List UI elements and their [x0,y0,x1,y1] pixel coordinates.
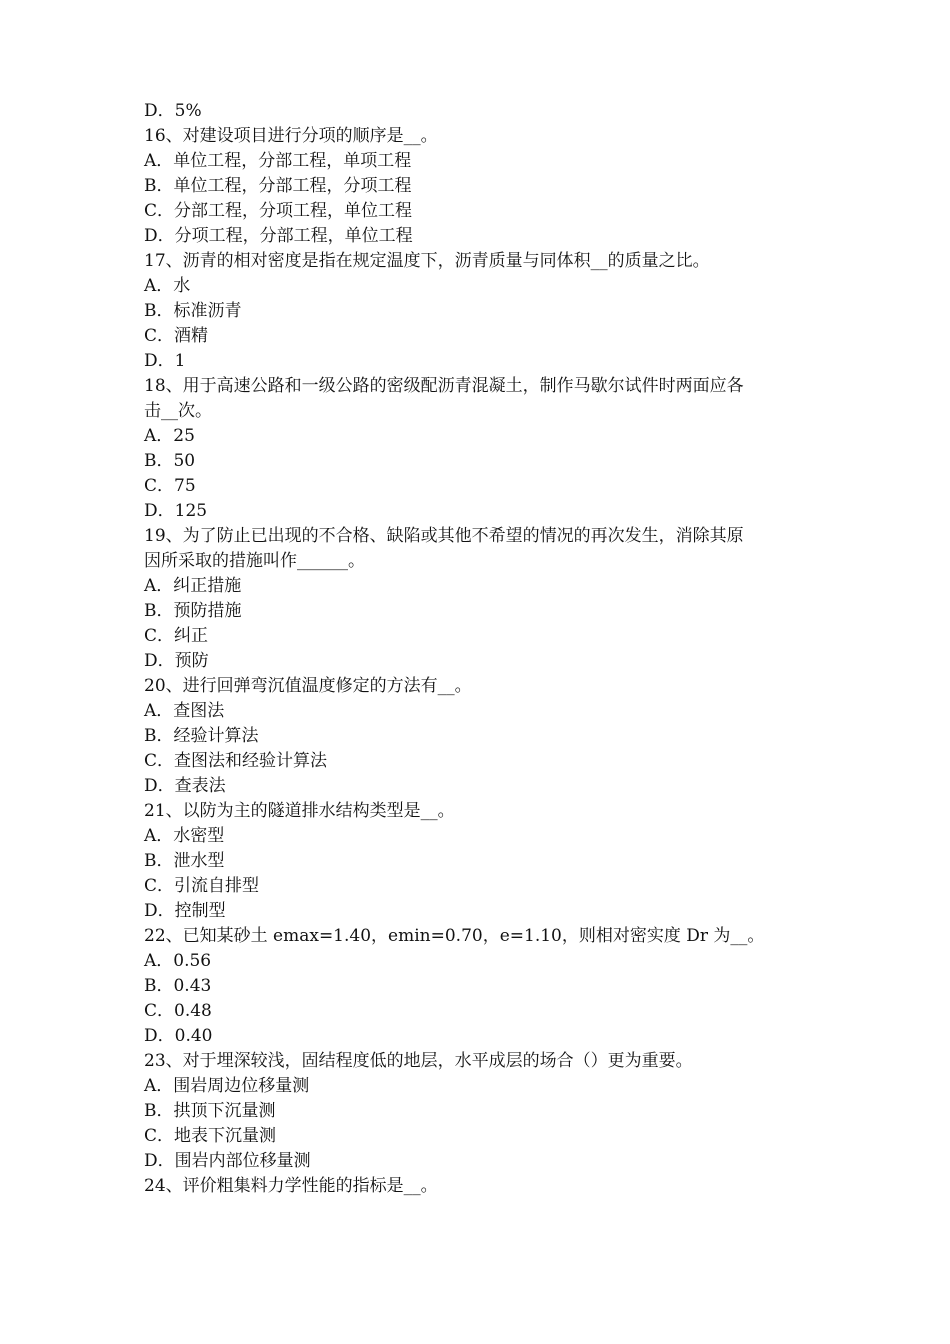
answer-option-line: B．泄水型 [144,851,225,871]
answer-option-line: B．拱顶下沉量测 [144,1101,276,1121]
answer-option-line: C．0.48 [144,1001,212,1021]
answer-option-line: C．地表下沉量测 [144,1126,277,1146]
answer-option-line: D．围岩内部位移量测 [144,1151,311,1171]
answer-option-line: B．经验计算法 [144,726,259,746]
answer-option-line: B．预防措施 [144,601,242,621]
answer-option-line: B．标准沥青 [144,301,242,321]
answer-option-line: A．查图法 [144,701,225,721]
answer-option-line: C．75 [144,476,196,496]
answer-option-line: A．25 [144,426,195,446]
question-text-line: 17、沥青的相对密度是指在规定温度下，沥青质量与同体积__的质量之比。 [144,251,710,271]
answer-option-line: D．预防 [144,651,209,671]
answer-option-line: A．水 [144,276,191,296]
answer-option-line: A．0.56 [144,951,212,971]
question-text-line: 23、对于埋深较浅，固结程度低的地层，水平成层的场合（）更为重要。 [144,1051,693,1071]
question-text-line: 21、以防为主的隧道排水结构类型是__。 [144,801,455,821]
question-text-line: 18、用于高速公路和一级公路的密级配沥青混凝土，制作马歇尔试件时两面应各 [144,376,744,396]
answer-option-line: D．分项工程，分部工程，单位工程 [144,226,413,246]
answer-option-line: D．控制型 [144,901,226,921]
answer-option-line: D．1 [144,351,186,371]
answer-option-line: A．水密型 [144,826,225,846]
answer-option-line: A．纠正措施 [144,576,242,596]
answer-option-line: C．引流自排型 [144,876,260,896]
answer-option-line: D．0.40 [144,1026,213,1046]
question-text-line: 因所采取的措施叫作______。 [144,551,365,571]
answer-option-line: C．纠正 [144,626,209,646]
question-text-line: 16、对建设项目进行分项的顺序是__。 [144,126,438,146]
answer-option-line: C．酒精 [144,326,209,346]
answer-option-line: D．查表法 [144,776,226,796]
answer-option-line: B．50 [144,451,196,471]
answer-option-line: D．125 [144,501,208,521]
document-body [144,99,824,1199]
answer-option-line: A．单位工程，分部工程，单项工程 [144,151,412,171]
answer-option-line: C．分部工程，分项工程，单位工程 [144,201,413,221]
question-text-line: 22、已知某砂土 emax=1.40，emin=0.70，e=1.10，则相对密实度 Dr 为__。 [144,926,765,946]
question-text-line: 19、为了防止已出现的不合格、缺陷或其他不希望的情况的再次发生，消除其原 [144,526,744,546]
answer-option-line: B．0.43 [144,976,212,996]
answer-option-line: B．单位工程，分部工程，分项工程 [144,176,412,196]
question-text-line: 24、评价粗集料力学性能的指标是__。 [144,1176,438,1196]
answer-option-line: A．围岩周边位移量测 [144,1076,310,1096]
answer-option-line: C．查图法和经验计算法 [144,751,328,771]
question-text-line: 20、进行回弹弯沉值温度修定的方法有__。 [144,676,472,696]
answer-option-line: D．5% [144,101,202,121]
question-text-line: 击__次。 [144,401,212,421]
